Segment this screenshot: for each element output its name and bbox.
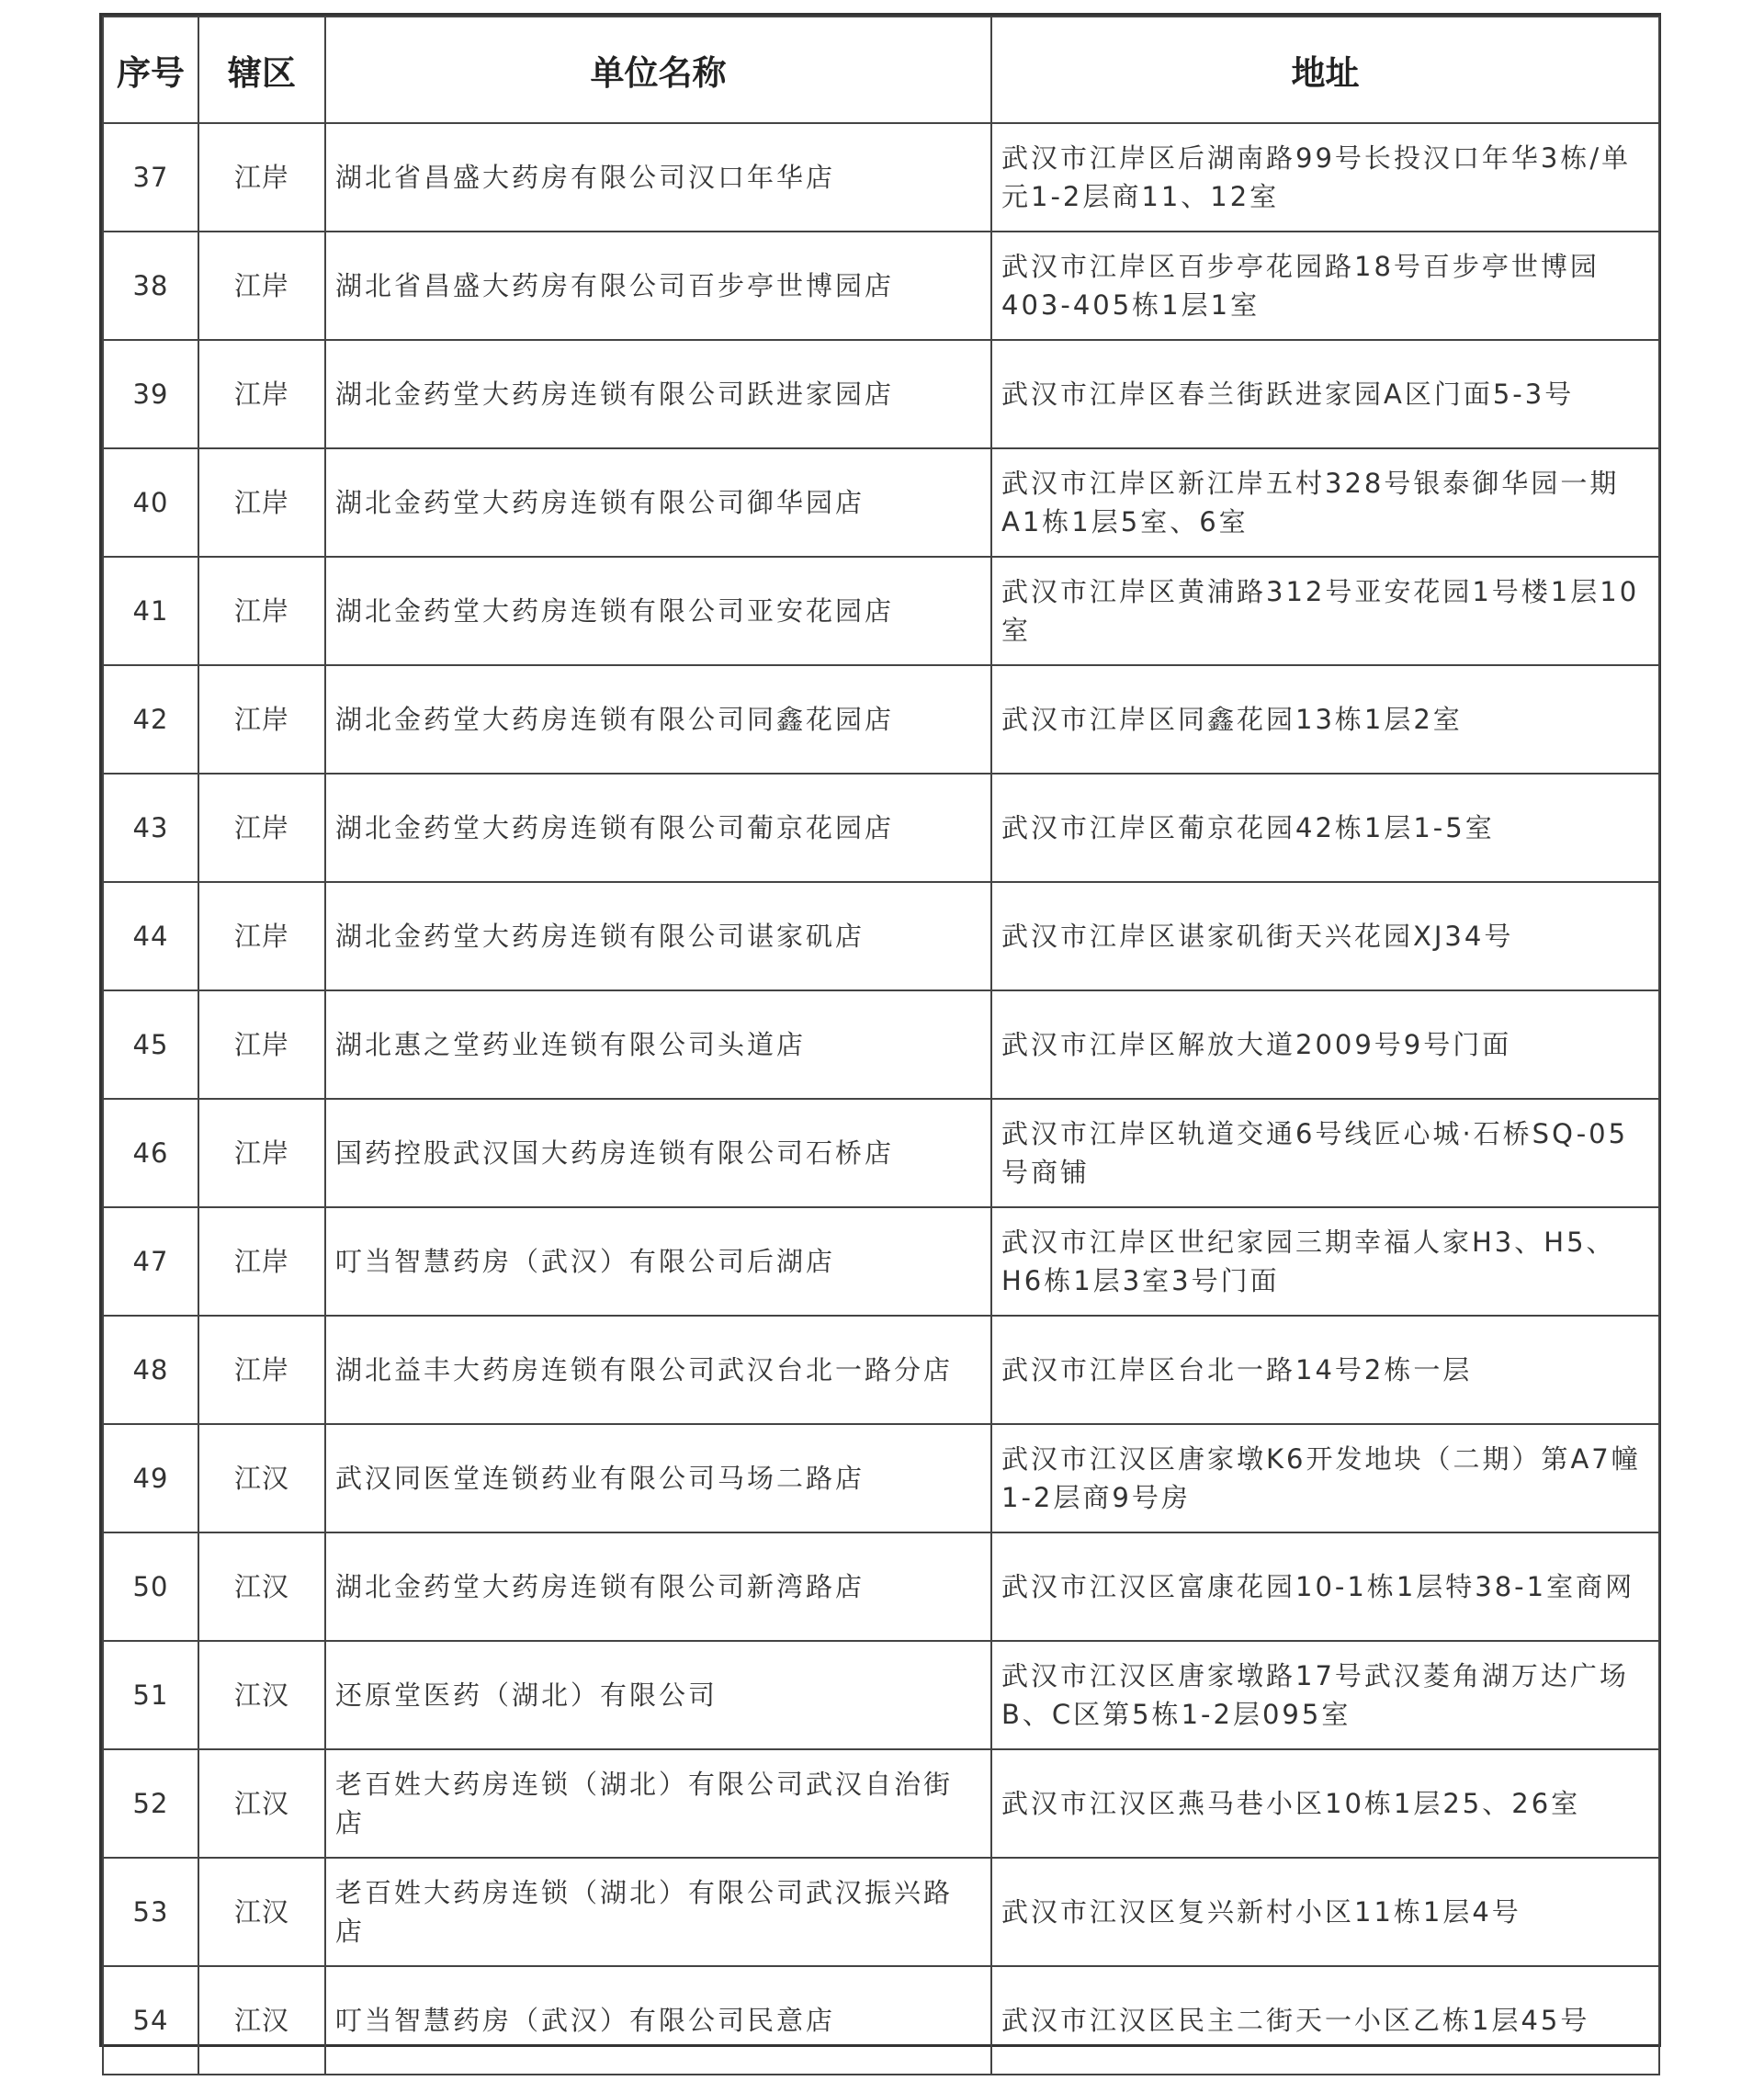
table-row bbox=[103, 1641, 1659, 1749]
row-number: 41 bbox=[103, 557, 198, 665]
pharmacy-list-table-frame bbox=[99, 13, 1661, 2047]
row-address: 武汉市江汉区燕马巷小区10栋1层25、26室 bbox=[991, 1749, 1659, 1858]
row-district: 江岸 bbox=[198, 990, 325, 1099]
row-address: 武汉市江岸区世纪家园三期幸福人家H3、H5、H6栋1层3室3号门面 bbox=[991, 1207, 1659, 1316]
row-unit-name: 湖北省昌盛大药房有限公司百步亭世博园店 bbox=[325, 232, 991, 340]
row-number: 53 bbox=[103, 1858, 198, 1966]
row-unit-name: 湖北益丰大药房连锁有限公司武汉台北一路分店 bbox=[325, 1316, 991, 1424]
row-address: 武汉市江岸区黄浦路312号亚安花园1号楼1层10室 bbox=[991, 557, 1659, 665]
row-district: 江岸 bbox=[198, 123, 325, 232]
row-district: 江汉 bbox=[198, 1858, 325, 1966]
row-district: 江汉 bbox=[198, 1532, 325, 1641]
row-district: 江汉 bbox=[198, 1641, 325, 1749]
table-row bbox=[103, 774, 1659, 882]
header-name: 单位名称 bbox=[325, 17, 991, 123]
row-district: 江汉 bbox=[198, 1424, 325, 1532]
row-district: 江岸 bbox=[198, 1099, 325, 1207]
table-row bbox=[103, 1207, 1659, 1316]
table-row bbox=[103, 1966, 1659, 2075]
row-number: 52 bbox=[103, 1749, 198, 1858]
row-number: 45 bbox=[103, 990, 198, 1099]
table-row bbox=[103, 1749, 1659, 1858]
row-unit-name: 老百姓大药房连锁（湖北）有限公司武汉振兴路店 bbox=[325, 1858, 991, 1966]
table-row bbox=[103, 1099, 1659, 1207]
row-district: 江岸 bbox=[198, 232, 325, 340]
row-unit-name: 叮当智慧药房（武汉）有限公司民意店 bbox=[325, 1966, 991, 2075]
row-unit-name: 湖北金药堂大药房连锁有限公司葡京花园店 bbox=[325, 774, 991, 882]
row-number: 43 bbox=[103, 774, 198, 882]
row-address: 武汉市江岸区葡京花园42栋1层1-5室 bbox=[991, 774, 1659, 882]
row-number: 40 bbox=[103, 448, 198, 557]
row-district: 江汉 bbox=[198, 1749, 325, 1858]
row-address: 武汉市江汉区唐家墩路17号武汉菱角湖万达广场B、C区第5栋1-2层095室 bbox=[991, 1641, 1659, 1749]
row-district: 江岸 bbox=[198, 665, 325, 774]
row-address: 武汉市江岸区轨道交通6号线匠心城·石桥SQ-05号商铺 bbox=[991, 1099, 1659, 1207]
table-row bbox=[103, 1532, 1659, 1641]
row-number: 39 bbox=[103, 340, 198, 448]
row-number: 44 bbox=[103, 882, 198, 990]
table-row bbox=[103, 1858, 1659, 1966]
row-address: 武汉市江岸区新江岸五村328号银泰御华园一期A1栋1层5室、6室 bbox=[991, 448, 1659, 557]
row-number: 49 bbox=[103, 1424, 198, 1532]
row-unit-name: 湖北惠之堂药业连锁有限公司头道店 bbox=[325, 990, 991, 1099]
row-district: 江岸 bbox=[198, 1207, 325, 1316]
header-district: 辖区 bbox=[198, 17, 325, 123]
row-address: 武汉市江汉区富康花园10-1栋1层特38-1室商网 bbox=[991, 1532, 1659, 1641]
table-row bbox=[103, 340, 1659, 448]
row-unit-name: 湖北金药堂大药房连锁有限公司同鑫花园店 bbox=[325, 665, 991, 774]
row-unit-name: 湖北金药堂大药房连锁有限公司新湾路店 bbox=[325, 1532, 991, 1641]
row-number: 54 bbox=[103, 1966, 198, 2075]
row-address: 武汉市江岸区后湖南路99号长投汉口年华3栋/单元1-2层商11、12室 bbox=[991, 123, 1659, 232]
row-address: 武汉市江岸区百步亭花园路18号百步亭世博园403-405栋1层1室 bbox=[991, 232, 1659, 340]
row-number: 48 bbox=[103, 1316, 198, 1424]
table-row bbox=[103, 123, 1659, 232]
row-number: 38 bbox=[103, 232, 198, 340]
row-number: 42 bbox=[103, 665, 198, 774]
row-address: 武汉市江岸区解放大道2009号9号门面 bbox=[991, 990, 1659, 1099]
row-unit-name: 叮当智慧药房（武汉）有限公司后湖店 bbox=[325, 1207, 991, 1316]
row-number: 37 bbox=[103, 123, 198, 232]
header-index: 序号 bbox=[103, 17, 198, 123]
row-unit-name: 湖北金药堂大药房连锁有限公司御华园店 bbox=[325, 448, 991, 557]
row-unit-name: 武汉同医堂连锁药业有限公司马场二路店 bbox=[325, 1424, 991, 1532]
table-row bbox=[103, 232, 1659, 340]
table-row bbox=[103, 1424, 1659, 1532]
row-district: 江岸 bbox=[198, 774, 325, 882]
row-district: 江汉 bbox=[198, 1966, 325, 2075]
row-district: 江岸 bbox=[198, 1316, 325, 1424]
row-district: 江岸 bbox=[198, 448, 325, 557]
row-address: 武汉市江岸区谌家矶街天兴花园XJ34号 bbox=[991, 882, 1659, 990]
row-unit-name: 湖北金药堂大药房连锁有限公司跃进家园店 bbox=[325, 340, 991, 448]
row-address: 武汉市江汉区唐家墩K6开发地块（二期）第A7幢1-2层商9号房 bbox=[991, 1424, 1659, 1532]
row-unit-name: 湖北省昌盛大药房有限公司汉口年华店 bbox=[325, 123, 991, 232]
row-district: 江岸 bbox=[198, 882, 325, 990]
header-address: 地址 bbox=[991, 17, 1659, 123]
table-row bbox=[103, 665, 1659, 774]
table-header-row bbox=[103, 17, 1659, 123]
row-address: 武汉市江汉区民主二街天一小区乙栋1层45号 bbox=[991, 1966, 1659, 2075]
table-row bbox=[103, 990, 1659, 1099]
row-unit-name: 老百姓大药房连锁（湖北）有限公司武汉自治街店 bbox=[325, 1749, 991, 1858]
row-unit-name: 还原堂医药（湖北）有限公司 bbox=[325, 1641, 991, 1749]
row-district: 江岸 bbox=[198, 557, 325, 665]
row-address: 武汉市江岸区同鑫花园13栋1层2室 bbox=[991, 665, 1659, 774]
row-unit-name: 湖北金药堂大药房连锁有限公司谌家矶店 bbox=[325, 882, 991, 990]
row-number: 47 bbox=[103, 1207, 198, 1316]
table-body bbox=[103, 123, 1659, 2075]
table-row bbox=[103, 557, 1659, 665]
row-unit-name: 湖北金药堂大药房连锁有限公司亚安花园店 bbox=[325, 557, 991, 665]
row-number: 46 bbox=[103, 1099, 198, 1207]
row-address: 武汉市江岸区台北一路14号2栋一层 bbox=[991, 1316, 1659, 1424]
table-row bbox=[103, 1316, 1659, 1424]
row-district: 江岸 bbox=[198, 340, 325, 448]
row-number: 50 bbox=[103, 1532, 198, 1641]
table-row bbox=[103, 882, 1659, 990]
row-address: 武汉市江岸区春兰街跃进家园A区门面5-3号 bbox=[991, 340, 1659, 448]
pharmacy-list-table bbox=[102, 16, 1660, 2075]
row-unit-name: 国药控股武汉国大药房连锁有限公司石桥店 bbox=[325, 1099, 991, 1207]
row-number: 51 bbox=[103, 1641, 198, 1749]
row-address: 武汉市江汉区复兴新村小区11栋1层4号 bbox=[991, 1858, 1659, 1966]
table-row bbox=[103, 448, 1659, 557]
